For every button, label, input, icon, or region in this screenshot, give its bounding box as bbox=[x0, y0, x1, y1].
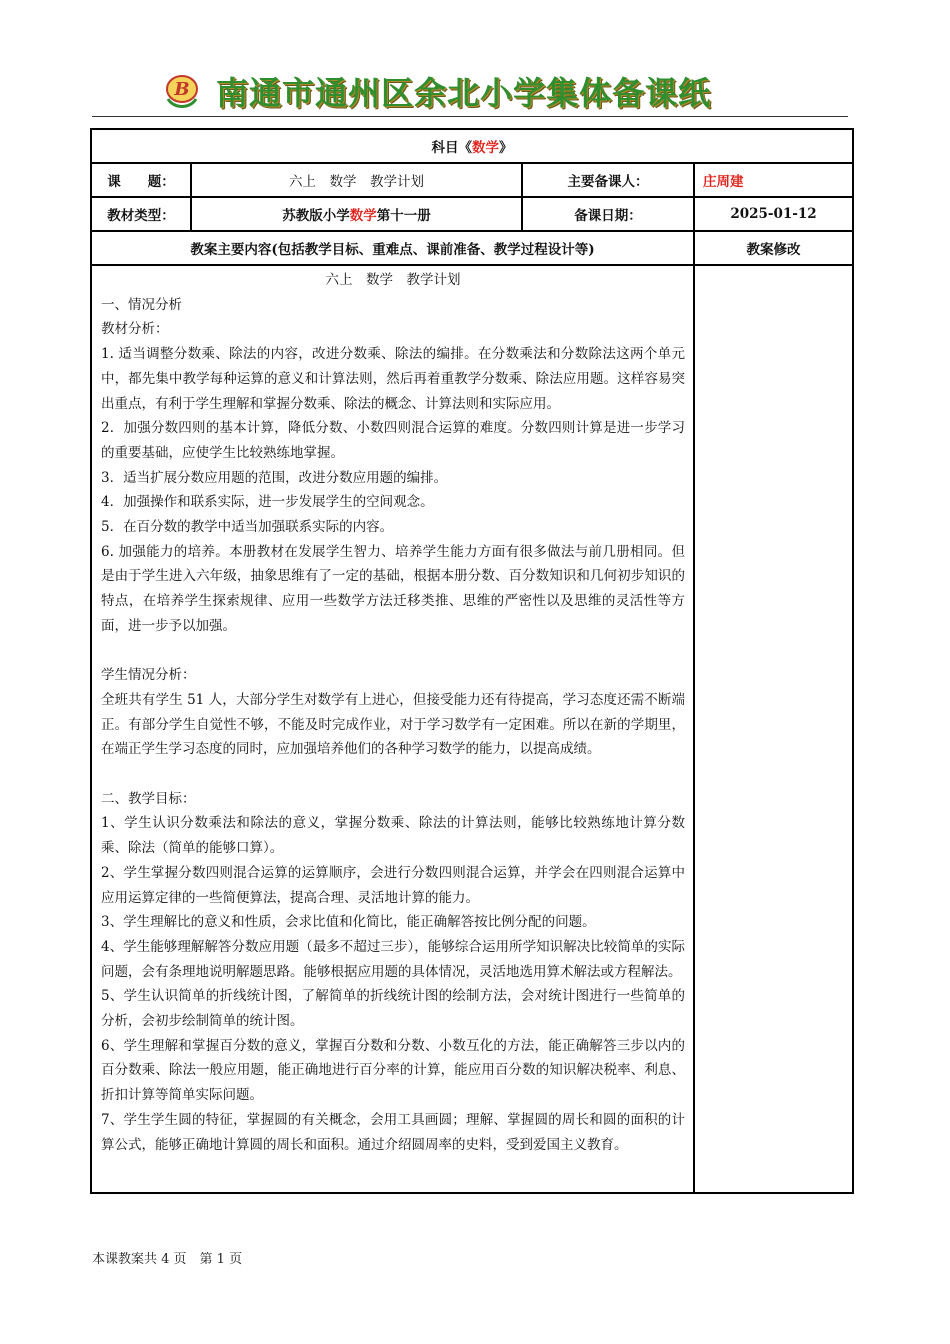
content-paragraph: 全班共有学生 51 人，大部分学生对数学有上进心，但接受能力还有待提高，学习态度还需不断端正。有部分学生自觉性不够，不能及时完成作业，对于学习数学有一定困难。所以在新的学期里，在端正学生学习态度的同时，应加强培养他们的各种学习数学的能力，以提高成绩。 bbox=[101, 691, 685, 758]
date-label: 备课日期： bbox=[522, 197, 694, 231]
content-paragraph: 二、教学目标： bbox=[101, 790, 196, 807]
lesson-content bbox=[91, 265, 694, 1193]
content-paragraph: 3．适当扩展分数应用题的范围，改进分数应用题的编排。 bbox=[101, 469, 448, 486]
textbook-value: 苏教版小学数学第十一册 bbox=[191, 197, 522, 231]
content-paragraph: 5．在百分数的教学中适当加强联系实际的内容。 bbox=[101, 519, 394, 536]
content-paragraph: 一、情况分析 bbox=[101, 296, 182, 313]
content-paragraph: 3、学生理解比的意义和性质，会求比值和化简比，能正确解答按比例分配的问题。 bbox=[101, 914, 596, 931]
content-paragraph: 2．加强分数四则的基本计算，降低分数、小数四则混合运算的难度。分数四则计算是进一步学习的重要基础，应使学生比较熟练地掌握。 bbox=[101, 420, 685, 461]
content-paragraph: 2、学生掌握分数四则混合运算的运算顺序，会进行分数四则混合运算，并学会在四则混合运算中应用运算定律的一些简便算法，提高合理、灵活地计算的能力。 bbox=[101, 864, 685, 906]
content-title: 六上 数学 教学计划 bbox=[325, 272, 461, 288]
topic-value: 六上 数学 教学计划 bbox=[191, 163, 522, 197]
lead-teacher-label: 主要备课人： bbox=[522, 163, 694, 197]
content-paragraph: 1、学生认识分数乘法和除法的意义，掌握分数乘、除法的计算法则，能够比较熟练地计算分数乘、除法（简单的能够口算）。 bbox=[101, 815, 685, 857]
header-divider bbox=[92, 116, 848, 117]
lesson-plan-table bbox=[90, 128, 854, 1194]
content-paragraph: 学生情况分析： bbox=[101, 667, 196, 684]
content-paragraph: 5、学生认识简单的折线统计图，了解简单的折线统计图的绘制方法，会对统计图进行一些简单的分析，会初步绘制简单的统计图。 bbox=[101, 988, 685, 1030]
lead-teacher-value: 庄周建 bbox=[694, 163, 853, 197]
content-paragraph: 4、学生能够理解解答分数应用题（最多不超过三步），能够综合运用所学知识解决比较简单的实际问题，会有条理地说明解题思路。能够根据应用题的具体情况，灵活地选用算术解法或方程解法。 bbox=[101, 938, 685, 980]
textbook-label: 教材类型： bbox=[91, 197, 191, 231]
blank-line bbox=[101, 639, 685, 664]
content-header: 教案主要内容(包括教学目标、重难点、课前准备、教学过程设计等) bbox=[91, 231, 694, 265]
content-paragraph: 4．加强操作和联系实际，进一步发展学生的空间观念。 bbox=[101, 494, 434, 511]
content-paragraph: 6. 加强能力的培养。本册教材在发展学生智力、培养学生能力方面有很多做法与前几册相同。但是由于学生进入六年级，抽象思维有了一定的基础，根据本册分数、百分数知识和几何初步知识的特点，在培养学生探索规律、应用一些数学方法迁移类推、思维的严密性以及思维的灵活性等方面，进一步予以加强。 bbox=[101, 543, 685, 634]
content-paragraph: 教材分析： bbox=[101, 321, 169, 338]
content-paragraphs bbox=[101, 293, 685, 1158]
subject-cell: 科目《数学》 bbox=[91, 129, 853, 163]
topic-label: 课 题： bbox=[91, 163, 191, 197]
svg-text:B: B bbox=[174, 79, 190, 100]
revision-cell bbox=[694, 265, 853, 1193]
page-header bbox=[160, 66, 800, 116]
subject-value: 数学 bbox=[472, 140, 499, 156]
blank-line bbox=[101, 762, 685, 787]
date-value: 2025-01-12 bbox=[694, 197, 853, 231]
school-logo-icon bbox=[160, 69, 204, 113]
page-footer: 本课教案共 4 页 第 1 页 bbox=[92, 1252, 243, 1267]
content-paragraph: 1. 适当调整分数乘、除法的内容，改进分数乘、除法的编排。在分数乘法和分数除法这两个单元中，都先集中教学每种运算的意义和计算法则，然后再着重教学分数乘、除法应用题。这样容易突出重点，有利于学生理解和掌握分数乘、除法的概念、计算法则和实际应用。 bbox=[101, 346, 685, 412]
content-paragraph: 6、学生理解和掌握百分数的意义，掌握百分数和分数、小数互化的方法，能正确解答三步以内的百分数乘、除法一般应用题，能正确地进行百分率的计算，能应用百分数的知识解决税率、利息、折扣计算等简单实际问题。 bbox=[101, 1037, 685, 1104]
revision-header: 教案修改 bbox=[694, 231, 853, 265]
banner-title: 南通市通州区余北小学集体备课纸 bbox=[216, 74, 712, 112]
content-paragraph: 7、学生学生圆的特征，掌握圆的有关概念，会用工具画圆；理解、掌握圆的周长和圆的面积的计算公式，能够正确地计算圆的周长和面积。通过介绍圆周率的史料，受到爱国主义教育。 bbox=[101, 1111, 685, 1153]
